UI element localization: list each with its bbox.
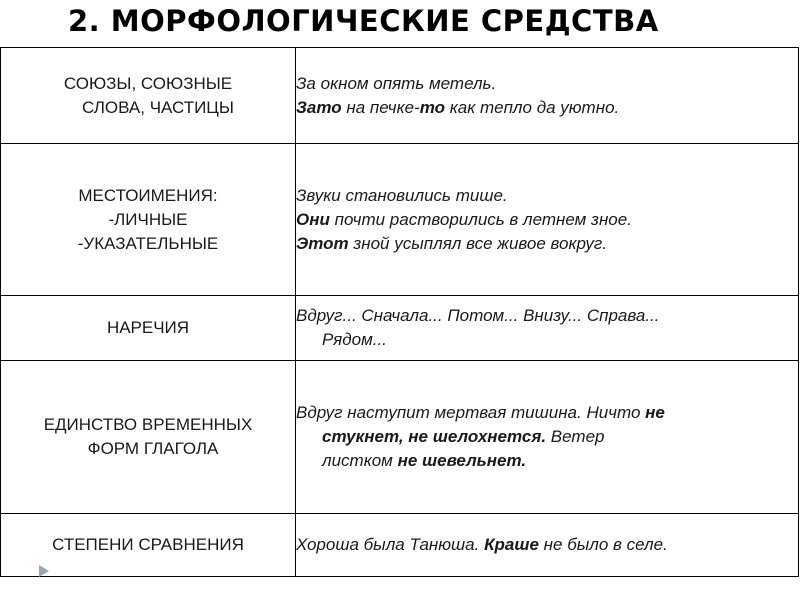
example-line: Вдруг... Сначала... Потом... Внизу... Справа...	[296, 306, 660, 325]
example-text: Хороша была Танюша.	[296, 535, 485, 554]
label-line: -ЛИЧНЫЕ	[108, 209, 188, 229]
label-line: -УКАЗАТЕЛЬНЫЕ	[77, 233, 219, 253]
table-row	[1, 361, 799, 514]
label-cell	[1, 48, 296, 144]
example-cell	[296, 144, 799, 296]
label-line: ФОРМ ГЛАГОЛА	[87, 439, 219, 458]
label-line: СТЕПЕНИ СРАВНЕНИЯ	[52, 535, 244, 554]
example-line	[296, 96, 798, 120]
example-cell	[296, 361, 799, 514]
example-line	[296, 232, 798, 256]
table-row	[1, 296, 799, 361]
example-line	[296, 72, 798, 96]
table-row	[1, 514, 799, 577]
table-row	[1, 144, 799, 296]
example-text: листком	[322, 451, 398, 470]
example-cell	[296, 296, 799, 361]
example-line: Рядом...	[322, 330, 387, 349]
table-row	[1, 48, 799, 144]
example-bold: не шевельнет.	[397, 451, 527, 470]
example-text: почти растворились в летнем зное.	[329, 209, 632, 229]
example-text: на печке-	[341, 97, 420, 117]
example-bold: стукнет, не шелохнется.	[322, 427, 547, 446]
example-bold: то	[419, 97, 445, 117]
example-bold: не	[645, 403, 665, 422]
example-bold: Краше	[484, 535, 539, 554]
example-line	[322, 449, 798, 473]
page-title: 2. МОРФОЛОГИЧЕСКИЕ СРЕДСТВА	[68, 4, 659, 38]
example-bold: Они	[296, 209, 330, 229]
example-cell	[296, 48, 799, 144]
example-cell	[296, 514, 799, 577]
example-text: зной усыплял все живое вокруг.	[348, 233, 608, 253]
label-line: МЕСТОИМЕНИЯ:	[78, 185, 218, 205]
example-text: Звуки становились тише.	[296, 185, 508, 205]
example-text: За окном опять метель.	[296, 73, 497, 93]
example-text: Ветер	[546, 427, 605, 446]
play-arrow-icon[interactable]	[39, 565, 49, 577]
label-line: СЛОВА, ЧАСТИЦЫ	[82, 97, 234, 117]
example-bold: Этот	[296, 233, 349, 253]
label-cell	[1, 144, 296, 296]
label-line: НАРЕЧИЯ	[106, 318, 190, 337]
morphology-table	[0, 47, 799, 577]
label-cell	[1, 361, 296, 514]
example-line	[296, 184, 798, 208]
example-text: как тепло да уютно.	[445, 97, 620, 117]
label-line: СОЮЗЫ, СОЮЗНЫЕ	[63, 73, 233, 93]
example-line	[296, 208, 798, 232]
label-cell	[1, 296, 296, 361]
label-line: ЕДИНСТВО ВРЕМЕННЫХ	[43, 415, 253, 434]
example-text: Вдруг наступит мертвая тишина. Ничто	[296, 403, 646, 422]
example-text: не было в селе.	[538, 535, 668, 554]
example-line	[296, 533, 798, 557]
example-line	[296, 401, 798, 425]
example-bold: Зато	[296, 97, 342, 117]
example-line	[322, 425, 798, 449]
